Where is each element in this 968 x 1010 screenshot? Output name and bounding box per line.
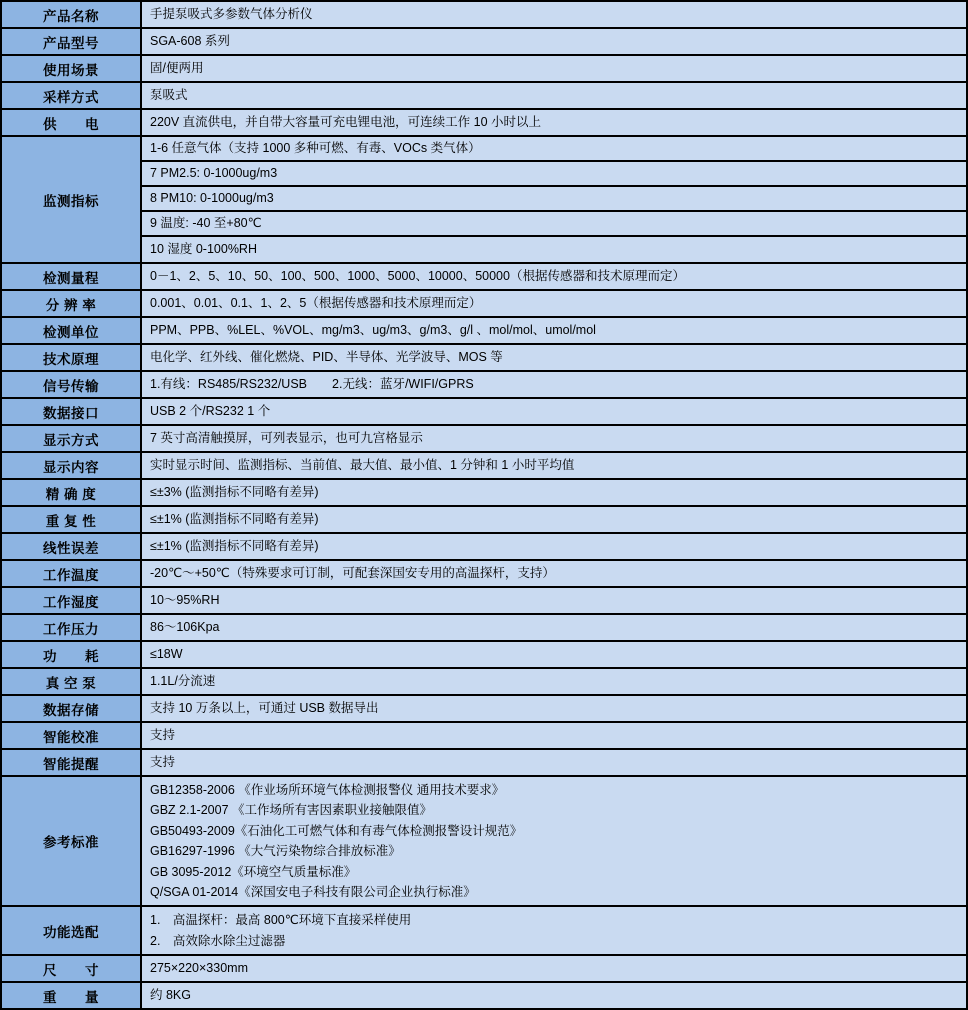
spec-value-cell: [142, 237, 966, 262]
spec-values: [142, 83, 966, 108]
spec-row: [2, 29, 966, 56]
spec-value-cell: [142, 588, 966, 613]
spec-values: [142, 29, 966, 54]
spec-label: 数据存储: [2, 696, 142, 721]
spec-label: 监测指标: [2, 137, 142, 262]
spec-values: [142, 345, 966, 370]
spec-value-line: 支持 10 万条以上，可通过 USB 数据导出: [150, 701, 379, 716]
spec-label: 技术原理: [2, 345, 142, 370]
spec-row: [2, 669, 966, 696]
spec-value-cell: [142, 615, 966, 640]
spec-value-cell: [142, 669, 966, 694]
spec-values: [142, 2, 966, 27]
spec-value-cell: [142, 372, 966, 397]
spec-label: 真 空 泵: [2, 669, 142, 694]
spec-label: 功能选配: [2, 907, 142, 954]
spec-row: [2, 983, 966, 1008]
spec-row: [2, 264, 966, 291]
spec-label: 数据接口: [2, 399, 142, 424]
spec-value-cell: [142, 696, 966, 721]
spec-row: [2, 372, 966, 399]
spec-row: [2, 534, 966, 561]
spec-value-line: GBZ 2.1-2007 《工作场所有害因素职业接触限值》: [150, 803, 432, 818]
spec-label: 工作压力: [2, 615, 142, 640]
spec-row: [2, 956, 966, 983]
spec-row: [2, 642, 966, 669]
spec-row: [2, 83, 966, 110]
spec-value-line: 9 温度: -40 至+80℃: [150, 216, 262, 231]
spec-value-line: 泵吸式: [150, 88, 188, 103]
spec-value-cell: [142, 137, 966, 162]
spec-value-line: PPM、PPB、%LEL、%VOL、mg/m3、ug/m3、g/m3、g/l 、mol/mol、umol/mol: [150, 323, 596, 338]
spec-values: [142, 588, 966, 613]
spec-value-line: 7 PM2.5: 0-1000ug/m3: [150, 166, 278, 181]
spec-value-cell: [142, 453, 966, 478]
spec-value-line: 10 湿度 0-100%RH: [150, 242, 257, 257]
spec-value-line: 8 PM10: 0-1000ug/m3: [150, 191, 274, 206]
spec-value-cell: [142, 956, 966, 981]
spec-values: [142, 615, 966, 640]
spec-label: 显示内容: [2, 453, 142, 478]
spec-value-cell: [142, 2, 966, 27]
spec-label: 智能提醒: [2, 750, 142, 775]
spec-value-line: 实时显示时间、监测指标、当前值、最大值、最小值、1 分钟和 1 小时平均值: [150, 458, 575, 473]
spec-value-line: 2. 高效除水除尘过滤器: [150, 933, 286, 948]
spec-label: 智能校准: [2, 723, 142, 748]
spec-value-line: 支持: [150, 728, 176, 743]
spec-value-cell: [142, 318, 966, 343]
spec-row: [2, 399, 966, 426]
spec-row: [2, 907, 966, 956]
spec-value-line: 86～106Kpa: [150, 620, 220, 635]
spec-value-cell: [142, 642, 966, 667]
spec-row: [2, 110, 966, 137]
spec-row: [2, 426, 966, 453]
spec-values: [142, 372, 966, 397]
spec-label: 分 辨 率: [2, 291, 142, 316]
spec-value-cell: [142, 777, 966, 905]
spec-value-cell: [142, 162, 966, 187]
spec-values: [142, 399, 966, 424]
spec-row: [2, 750, 966, 777]
spec-label: 供 电: [2, 110, 142, 135]
spec-label: 使用场景: [2, 56, 142, 81]
spec-value-line: Q/SGA 01-2014《深国安电子科技有限公司企业执行标准》: [150, 885, 476, 900]
spec-value-line: 10～95%RH: [150, 593, 220, 608]
spec-label: 功 耗: [2, 642, 142, 667]
spec-label: 采样方式: [2, 83, 142, 108]
spec-values: [142, 983, 966, 1008]
spec-label: 产品名称: [2, 2, 142, 27]
spec-values: [142, 507, 966, 532]
spec-value-line: ≤±1% (监测指标不同略有差异): [150, 539, 319, 554]
spec-value-line: GB 3095-2012《环境空气质量标准》: [150, 864, 357, 879]
spec-row: [2, 291, 966, 318]
spec-row: [2, 696, 966, 723]
spec-values: [142, 291, 966, 316]
spec-value-cell: [142, 110, 966, 135]
spec-value-line: ≤±3% (监测指标不同略有差异): [150, 485, 319, 500]
spec-label: 检测量程: [2, 264, 142, 289]
spec-row: [2, 345, 966, 372]
spec-values: [142, 137, 966, 262]
spec-values: [142, 777, 966, 905]
spec-value-cell: [142, 399, 966, 424]
spec-values: [142, 110, 966, 135]
spec-value-line: SGA-608 系列: [150, 34, 230, 49]
spec-label: 精 确 度: [2, 480, 142, 505]
spec-value-line: ≤±1% (监测指标不同略有差异): [150, 512, 319, 527]
spec-value-cell: [142, 561, 966, 586]
spec-values: [142, 426, 966, 451]
spec-value-cell: [142, 983, 966, 1008]
spec-value-line: 1-6 任意气体（支持 1000 多种可燃、有毒、VOCs 类气体）: [150, 141, 481, 156]
spec-row: [2, 507, 966, 534]
spec-value-line: USB 2 个/RS232 1 个: [150, 404, 271, 419]
spec-row: [2, 561, 966, 588]
spec-label: 参考标准: [2, 777, 142, 905]
spec-row: [2, 453, 966, 480]
spec-row: [2, 2, 966, 29]
spec-values: [142, 956, 966, 981]
spec-value-line: 支持: [150, 755, 176, 770]
spec-row: [2, 615, 966, 642]
spec-label: 信号传输: [2, 372, 142, 397]
spec-value-line: 电化学、红外线、催化燃烧、PID、半导体、光学波导、MOS 等: [150, 350, 503, 365]
spec-value-cell: [142, 83, 966, 108]
spec-label: 检测单位: [2, 318, 142, 343]
spec-label: 工作温度: [2, 561, 142, 586]
spec-value-cell: [142, 345, 966, 370]
spec-values: [142, 561, 966, 586]
spec-values: [142, 669, 966, 694]
spec-label: 重 复 性: [2, 507, 142, 532]
spec-value-line: 7 英寸高清触摸屏，可列表显示，也可九宫格显示: [150, 431, 423, 446]
spec-values: [142, 480, 966, 505]
spec-values: [142, 534, 966, 559]
spec-value-cell: [142, 56, 966, 81]
spec-values: [142, 318, 966, 343]
spec-value-line: 约 8KG: [150, 988, 191, 1003]
spec-value-line: 1. 高温探杆：最高 800℃环境下直接采样使用: [150, 913, 412, 928]
spec-label: 重 量: [2, 983, 142, 1008]
spec-value-cell: [142, 212, 966, 237]
spec-value-cell: [142, 426, 966, 451]
spec-values: [142, 723, 966, 748]
spec-values: [142, 696, 966, 721]
spec-value-cell: [142, 507, 966, 532]
spec-row: [2, 723, 966, 750]
spec-values: [142, 56, 966, 81]
spec-row: [2, 56, 966, 83]
spec-row: [2, 588, 966, 615]
spec-values: [142, 907, 966, 954]
spec-value-cell: [142, 29, 966, 54]
spec-values: [142, 264, 966, 289]
spec-value-cell: [142, 291, 966, 316]
spec-label: 工作湿度: [2, 588, 142, 613]
spec-value-line: -20℃～+50℃（特殊要求可订制，可配套深国安专用的高温探杆，支持）: [150, 566, 555, 581]
spec-values: [142, 750, 966, 775]
spec-row: [2, 318, 966, 345]
spec-label: 线性误差: [2, 534, 142, 559]
spec-label: 产品型号: [2, 29, 142, 54]
spec-row: [2, 777, 966, 907]
spec-value-line: 手提泵吸式多参数气体分析仪: [150, 7, 313, 22]
spec-value-line: 275×220×330mm: [150, 961, 248, 976]
spec-value-line: 1.1L/分流速: [150, 674, 216, 689]
spec-value-line: GB16297-1996 《大气污染物综合排放标准》: [150, 844, 401, 859]
spec-value-cell: [142, 750, 966, 775]
spec-values: [142, 453, 966, 478]
spec-value-cell: [142, 480, 966, 505]
spec-value-line: 220V 直流供电，并自带大容量可充电锂电池，可连续工作 10 小时以上: [150, 115, 542, 130]
spec-value-cell: [142, 187, 966, 212]
spec-value-line: GB50493-2009《石油化工可燃气体和有毒气体检测报警设计规范》: [150, 823, 523, 838]
spec-label: 显示方式: [2, 426, 142, 451]
spec-values: [142, 642, 966, 667]
spec-value-cell: [142, 534, 966, 559]
spec-label: 尺 寸: [2, 956, 142, 981]
spec-value-cell: [142, 264, 966, 289]
spec-value-line: 0－1、2、5、10、50、100、500、1000、5000、10000、50000（根据传感器和技术原理而定）: [150, 269, 685, 284]
spec-row: [2, 480, 966, 507]
spec-value-cell: [142, 907, 966, 954]
spec-row: [2, 137, 966, 264]
spec-value-line: 固/便两用: [150, 61, 204, 76]
spec-value-line: ≤18W: [150, 647, 183, 662]
spec-value-cell: [142, 723, 966, 748]
spec-value-line: 0.001、0.01、0.1、1、2、5（根据传感器和技术原理而定）: [150, 296, 482, 311]
spec-value-line: 1.有线：RS485/RS232/USB 2.无线：蓝牙/WIFI/GPRS: [150, 377, 474, 392]
spec-value-line: GB12358-2006 《作业场所环境气体检测报警仪 通用技术要求》: [150, 783, 505, 797]
